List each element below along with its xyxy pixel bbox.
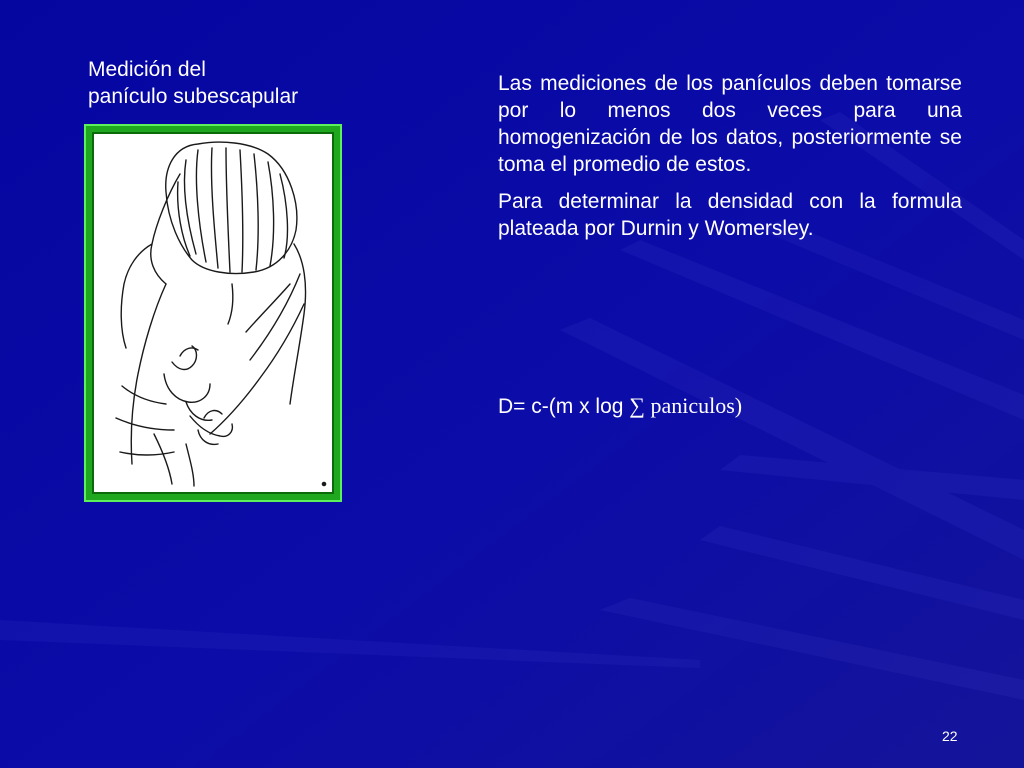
formula-sum-term: ∑ paniculos) [629, 393, 743, 418]
body-text [498, 70, 962, 252]
slide-title [88, 56, 298, 110]
density-formula [498, 392, 742, 420]
page-number: 22 [942, 728, 958, 744]
paragraph-measurements: Las mediciones de los panículos deben tomarse por lo menos dos veces para una homogenización de los datos, posteriormente se toma el promedio de estos. [498, 72, 962, 176]
illustration-frame [84, 124, 342, 502]
illustration-canvas [92, 132, 334, 494]
subscapular-skinfold-drawing-icon [94, 134, 332, 492]
paragraph-density: Para determinar la densidad con la formula plateada por Durnin y Womersley. [498, 190, 962, 240]
slide-title-line-1: Medición del [88, 58, 206, 81]
slide-title-line-2: panículo subescapular [88, 85, 299, 108]
formula-prefix: D= c-(m x log [498, 395, 630, 418]
